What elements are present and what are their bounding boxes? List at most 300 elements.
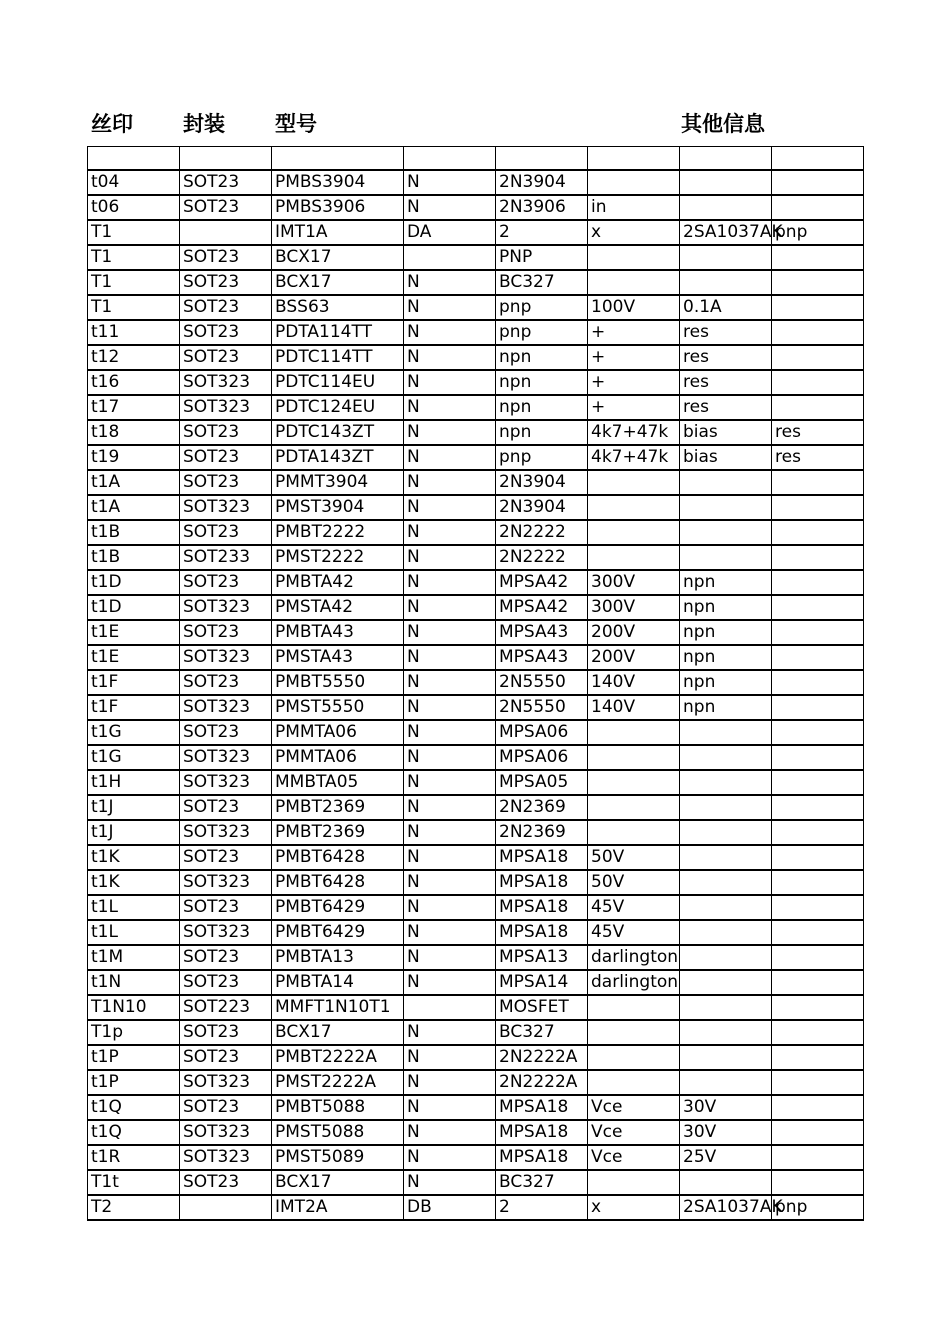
package-cell: SOT23 <box>180 970 272 995</box>
info3-cell <box>772 845 864 870</box>
model-cell: PDTC124EU <box>272 395 404 420</box>
info2-cell <box>680 745 772 770</box>
info1-cell <box>588 545 680 570</box>
package-cell: SOT23 <box>180 470 272 495</box>
info1-cell: 4k7+47k <box>588 420 680 445</box>
info2-cell <box>680 245 772 270</box>
silk-cell: t1M <box>88 945 180 970</box>
header-package: 封装 <box>183 112 225 136</box>
silk-cell: t1K <box>88 845 180 870</box>
type-cell: N <box>404 570 496 595</box>
model-cell: PMBS3904 <box>272 170 404 195</box>
info1-cell <box>588 147 680 171</box>
silk-cell: t1P <box>88 1070 180 1095</box>
equiv-cell: 2 <box>496 1195 588 1220</box>
table-row <box>88 820 864 845</box>
info3-cell <box>772 945 864 970</box>
equiv-cell: 2N2369 <box>496 795 588 820</box>
info3-cell <box>772 147 864 171</box>
info3-cell <box>772 870 864 895</box>
info2-cell: bias <box>680 420 772 445</box>
equiv-cell: 2N5550 <box>496 670 588 695</box>
info3-cell <box>772 1045 864 1070</box>
equiv-cell: MPSA18 <box>496 845 588 870</box>
silk-cell: t11 <box>88 320 180 345</box>
type-cell: N <box>404 1045 496 1070</box>
info2-cell: res <box>680 370 772 395</box>
equiv-cell: MPSA42 <box>496 595 588 620</box>
info2-cell <box>680 195 772 220</box>
info1-cell <box>588 1170 680 1195</box>
type-cell: N <box>404 270 496 295</box>
silk-cell: t1A <box>88 470 180 495</box>
package-cell: SOT23 <box>180 945 272 970</box>
equiv-cell: MPSA14 <box>496 970 588 995</box>
package-cell <box>180 1195 272 1220</box>
info3-cell <box>772 1145 864 1170</box>
type-cell: N <box>404 420 496 445</box>
equiv-cell: MPSA18 <box>496 920 588 945</box>
package-cell: SOT23 <box>180 320 272 345</box>
info3-cell <box>772 620 864 645</box>
info3-cell <box>772 595 864 620</box>
info1-cell: 100V <box>588 295 680 320</box>
equiv-cell: pnp <box>496 295 588 320</box>
silk-cell: t1F <box>88 695 180 720</box>
info3-cell <box>772 570 864 595</box>
model-cell: PMST2222A <box>272 1070 404 1095</box>
silk-cell: T1 <box>88 245 180 270</box>
silk-cell: t1J <box>88 820 180 845</box>
type-cell: N <box>404 445 496 470</box>
info1-cell: 140V <box>588 670 680 695</box>
silk-cell: T1t <box>88 1170 180 1195</box>
info3-cell <box>772 920 864 945</box>
model-cell: BCX17 <box>272 270 404 295</box>
table-row <box>88 445 864 470</box>
table-row <box>88 845 864 870</box>
package-cell: SOT233 <box>180 545 272 570</box>
package-cell: SOT323 <box>180 595 272 620</box>
info3-cell <box>772 470 864 495</box>
model-cell: PMBT6428 <box>272 845 404 870</box>
info1-cell <box>588 995 680 1020</box>
package-cell: SOT323 <box>180 820 272 845</box>
table-row <box>88 620 864 645</box>
equiv-cell: MPSA06 <box>496 745 588 770</box>
type-cell: N <box>404 720 496 745</box>
silk-cell: t1R <box>88 1145 180 1170</box>
info3-cell: pnp <box>772 220 864 245</box>
info3-cell <box>772 520 864 545</box>
info1-cell: + <box>588 370 680 395</box>
model-cell: PMBT2222A <box>272 1045 404 1070</box>
model-cell: PMBT2369 <box>272 795 404 820</box>
info2-cell <box>680 270 772 295</box>
info2-cell <box>680 970 772 995</box>
equiv-cell: 2N3904 <box>496 470 588 495</box>
info3-cell <box>772 345 864 370</box>
model-cell: BSS63 <box>272 295 404 320</box>
model-cell: PMSTA43 <box>272 645 404 670</box>
info2-cell <box>680 995 772 1020</box>
model-cell: PMBTA43 <box>272 620 404 645</box>
model-cell: BCX17 <box>272 1020 404 1045</box>
info1-cell: 200V <box>588 620 680 645</box>
table-row <box>88 1170 864 1195</box>
equiv-cell: MPSA18 <box>496 1095 588 1120</box>
equiv-cell: MPSA05 <box>496 770 588 795</box>
model-cell: PMST5550 <box>272 695 404 720</box>
equiv-cell: MPSA18 <box>496 1145 588 1170</box>
type-cell: N <box>404 470 496 495</box>
package-cell: SOT323 <box>180 1145 272 1170</box>
info3-cell <box>772 670 864 695</box>
silk-cell: t1B <box>88 520 180 545</box>
equiv-cell: BC327 <box>496 1020 588 1045</box>
table-row <box>88 995 864 1020</box>
info1-cell: Vce <box>588 1095 680 1120</box>
info1-cell: darlington <box>588 970 680 995</box>
silk-cell <box>88 147 180 171</box>
table-row <box>88 770 864 795</box>
model-cell: PMBTA13 <box>272 945 404 970</box>
type-cell: N <box>404 1170 496 1195</box>
component-table <box>87 146 864 1221</box>
silk-cell: t19 <box>88 445 180 470</box>
package-cell: SOT23 <box>180 570 272 595</box>
info3-cell: res <box>772 420 864 445</box>
model-cell: MMFT1N10T1 <box>272 995 404 1020</box>
table-row <box>88 195 864 220</box>
info1-cell <box>588 770 680 795</box>
equiv-cell: MPSA42 <box>496 570 588 595</box>
package-cell: SOT23 <box>180 1095 272 1120</box>
type-cell: N <box>404 520 496 545</box>
type-cell: N <box>404 620 496 645</box>
type-cell: N <box>404 495 496 520</box>
info1-cell <box>588 745 680 770</box>
model-cell: PMSTA42 <box>272 595 404 620</box>
model-cell: PMBT6428 <box>272 870 404 895</box>
info3-cell <box>772 495 864 520</box>
info3-cell <box>772 1095 864 1120</box>
header-model: 型号 <box>275 112 317 136</box>
info3-cell <box>772 245 864 270</box>
type-cell: N <box>404 595 496 620</box>
blank-row <box>88 147 864 171</box>
type-cell: N <box>404 670 496 695</box>
equiv-cell: 2N2222 <box>496 545 588 570</box>
package-cell: SOT323 <box>180 645 272 670</box>
type-cell: N <box>404 820 496 845</box>
model-cell: PDTC143ZT <box>272 420 404 445</box>
silk-cell: t1G <box>88 720 180 745</box>
model-cell: MMBTA05 <box>272 770 404 795</box>
type-cell: N <box>404 1020 496 1045</box>
package-cell: SOT23 <box>180 1170 272 1195</box>
info3-cell <box>772 1170 864 1195</box>
model-cell: PMBT6429 <box>272 920 404 945</box>
info2-cell: res <box>680 345 772 370</box>
info2-cell: 30V <box>680 1120 772 1145</box>
info1-cell: 45V <box>588 895 680 920</box>
info1-cell <box>588 170 680 195</box>
info2-cell <box>680 795 772 820</box>
info2-cell: 30V <box>680 1095 772 1120</box>
table-row <box>88 645 864 670</box>
info2-cell <box>680 470 772 495</box>
silk-cell: T1 <box>88 220 180 245</box>
info2-cell <box>680 1070 772 1095</box>
header-silk: 丝印 <box>91 112 133 136</box>
info3-cell <box>772 295 864 320</box>
model-cell: PMBT5088 <box>272 1095 404 1120</box>
package-cell: SOT23 <box>180 845 272 870</box>
model-cell: IMT2A <box>272 1195 404 1220</box>
info3-cell <box>772 795 864 820</box>
info3-cell <box>772 370 864 395</box>
type-cell: N <box>404 370 496 395</box>
info3-cell <box>772 995 864 1020</box>
silk-cell: t1D <box>88 570 180 595</box>
info3-cell <box>772 320 864 345</box>
model-cell: PMBT2369 <box>272 820 404 845</box>
info2-cell <box>680 170 772 195</box>
package-cell: SOT23 <box>180 170 272 195</box>
info2-cell: bias <box>680 445 772 470</box>
silk-cell: T1N10 <box>88 995 180 1020</box>
type-cell: N <box>404 745 496 770</box>
equiv-cell: 2 <box>496 220 588 245</box>
equiv-cell: npn <box>496 395 588 420</box>
info2-cell: res <box>680 320 772 345</box>
package-cell: SOT323 <box>180 1120 272 1145</box>
info1-cell <box>588 1070 680 1095</box>
silk-cell: t1L <box>88 920 180 945</box>
model-cell: PMMT3904 <box>272 470 404 495</box>
table-row <box>88 1020 864 1045</box>
type-cell <box>404 995 496 1020</box>
model-cell: PDTA143ZT <box>272 445 404 470</box>
type-cell: N <box>404 295 496 320</box>
info2-cell: npn <box>680 570 772 595</box>
table-row <box>88 395 864 420</box>
package-cell: SOT323 <box>180 1070 272 1095</box>
type-cell: N <box>404 945 496 970</box>
table-row <box>88 545 864 570</box>
table-row <box>88 520 864 545</box>
type-cell: N <box>404 1120 496 1145</box>
silk-cell: t1P <box>88 1045 180 1070</box>
info3-cell: pnp <box>772 1195 864 1220</box>
equiv-cell: 2N3906 <box>496 195 588 220</box>
package-cell: SOT23 <box>180 670 272 695</box>
table-row <box>88 1070 864 1095</box>
info3-cell <box>772 1020 864 1045</box>
info2-cell <box>680 1020 772 1045</box>
info1-cell: 300V <box>588 595 680 620</box>
table-row <box>88 795 864 820</box>
table-row <box>88 720 864 745</box>
package-cell: SOT23 <box>180 420 272 445</box>
package-cell: SOT323 <box>180 745 272 770</box>
silk-cell: t18 <box>88 420 180 445</box>
table-row <box>88 595 864 620</box>
equiv-cell <box>496 147 588 171</box>
info2-cell <box>680 945 772 970</box>
info3-cell <box>772 695 864 720</box>
info3-cell <box>772 970 864 995</box>
info2-cell <box>680 1045 772 1070</box>
silk-cell: t1Q <box>88 1120 180 1145</box>
model-cell: PMST3904 <box>272 495 404 520</box>
silk-cell: t1Q <box>88 1095 180 1120</box>
silk-cell: t1A <box>88 495 180 520</box>
model-cell: BCX17 <box>272 1170 404 1195</box>
table-row <box>88 170 864 195</box>
info2-cell <box>680 720 772 745</box>
model-cell: PMBTA14 <box>272 970 404 995</box>
info1-cell <box>588 1020 680 1045</box>
equiv-cell: MPSA43 <box>496 620 588 645</box>
table-row <box>88 1120 864 1145</box>
equiv-cell: MPSA18 <box>496 870 588 895</box>
info2-cell <box>680 870 772 895</box>
silk-cell: t1E <box>88 645 180 670</box>
info1-cell <box>588 470 680 495</box>
info3-cell <box>772 895 864 920</box>
silk-cell: t1L <box>88 895 180 920</box>
model-cell: PDTC114EU <box>272 370 404 395</box>
equiv-cell: BC327 <box>496 1170 588 1195</box>
table-row <box>88 420 864 445</box>
model-cell: PMST5089 <box>272 1145 404 1170</box>
package-cell: SOT23 <box>180 795 272 820</box>
info2-cell: npn <box>680 620 772 645</box>
equiv-cell: MPSA18 <box>496 1120 588 1145</box>
silk-cell: t1J <box>88 795 180 820</box>
info2-cell <box>680 1170 772 1195</box>
package-cell: SOT323 <box>180 495 272 520</box>
silk-cell: t1F <box>88 670 180 695</box>
type-cell: N <box>404 395 496 420</box>
type-cell: N <box>404 195 496 220</box>
type-cell: DB <box>404 1195 496 1220</box>
silk-cell: T1 <box>88 270 180 295</box>
table-row <box>88 920 864 945</box>
table-row <box>88 570 864 595</box>
silk-cell: t1G <box>88 745 180 770</box>
silk-cell: t1K <box>88 870 180 895</box>
table-row <box>88 970 864 995</box>
package-cell <box>180 220 272 245</box>
model-cell: PMBT6429 <box>272 895 404 920</box>
info2-cell <box>680 845 772 870</box>
info1-cell <box>588 495 680 520</box>
model-cell <box>272 147 404 171</box>
info3-cell <box>772 1120 864 1145</box>
type-cell: N <box>404 970 496 995</box>
equiv-cell: npn <box>496 420 588 445</box>
table-row <box>88 1095 864 1120</box>
info2-cell <box>680 147 772 171</box>
info1-cell <box>588 720 680 745</box>
type-cell <box>404 245 496 270</box>
type-cell: N <box>404 170 496 195</box>
package-cell: SOT23 <box>180 345 272 370</box>
info1-cell: 200V <box>588 645 680 670</box>
model-cell: PMST2222 <box>272 545 404 570</box>
package-cell: SOT23 <box>180 295 272 320</box>
silk-cell: t04 <box>88 170 180 195</box>
equiv-cell: MPSA18 <box>496 895 588 920</box>
table-row <box>88 1145 864 1170</box>
package-cell: SOT323 <box>180 395 272 420</box>
info2-cell <box>680 545 772 570</box>
info2-cell <box>680 895 772 920</box>
type-cell: N <box>404 1095 496 1120</box>
equiv-cell: pnp <box>496 445 588 470</box>
silk-cell: t1D <box>88 595 180 620</box>
equiv-cell: 2N3904 <box>496 495 588 520</box>
package-cell: SOT23 <box>180 620 272 645</box>
equiv-cell: 2N2369 <box>496 820 588 845</box>
table-row <box>88 1045 864 1070</box>
package-cell: SOT23 <box>180 520 272 545</box>
table-row <box>88 495 864 520</box>
table-row <box>88 695 864 720</box>
info1-cell: 50V <box>588 870 680 895</box>
package-cell: SOT23 <box>180 270 272 295</box>
package-cell: SOT23 <box>180 195 272 220</box>
info1-cell: Vce <box>588 1145 680 1170</box>
table-row <box>88 1195 864 1220</box>
table-row <box>88 870 864 895</box>
info1-cell: in <box>588 195 680 220</box>
table-row <box>88 245 864 270</box>
table-row <box>88 895 864 920</box>
package-cell: SOT223 <box>180 995 272 1020</box>
type-cell: N <box>404 920 496 945</box>
info1-cell: 50V <box>588 845 680 870</box>
equiv-cell: pnp <box>496 320 588 345</box>
package-cell: SOT23 <box>180 245 272 270</box>
silk-cell: t1N <box>88 970 180 995</box>
model-cell: PDTC114TT <box>272 345 404 370</box>
model-cell: PMMTA06 <box>272 720 404 745</box>
info1-cell: Vce <box>588 1120 680 1145</box>
equiv-cell: npn <box>496 345 588 370</box>
type-cell: N <box>404 1145 496 1170</box>
info3-cell <box>772 195 864 220</box>
type-cell: N <box>404 1070 496 1095</box>
package-cell: SOT23 <box>180 720 272 745</box>
equiv-cell: MPSA43 <box>496 645 588 670</box>
silk-cell: t06 <box>88 195 180 220</box>
type-cell: N <box>404 695 496 720</box>
info3-cell: res <box>772 445 864 470</box>
header-other-info: 其他信息 <box>681 112 765 136</box>
info2-cell: npn <box>680 670 772 695</box>
table-row <box>88 745 864 770</box>
model-cell: PMST5088 <box>272 1120 404 1145</box>
package-cell: SOT23 <box>180 445 272 470</box>
silk-cell: t16 <box>88 370 180 395</box>
info2-cell: res <box>680 395 772 420</box>
info1-cell: + <box>588 395 680 420</box>
type-cell <box>404 147 496 171</box>
